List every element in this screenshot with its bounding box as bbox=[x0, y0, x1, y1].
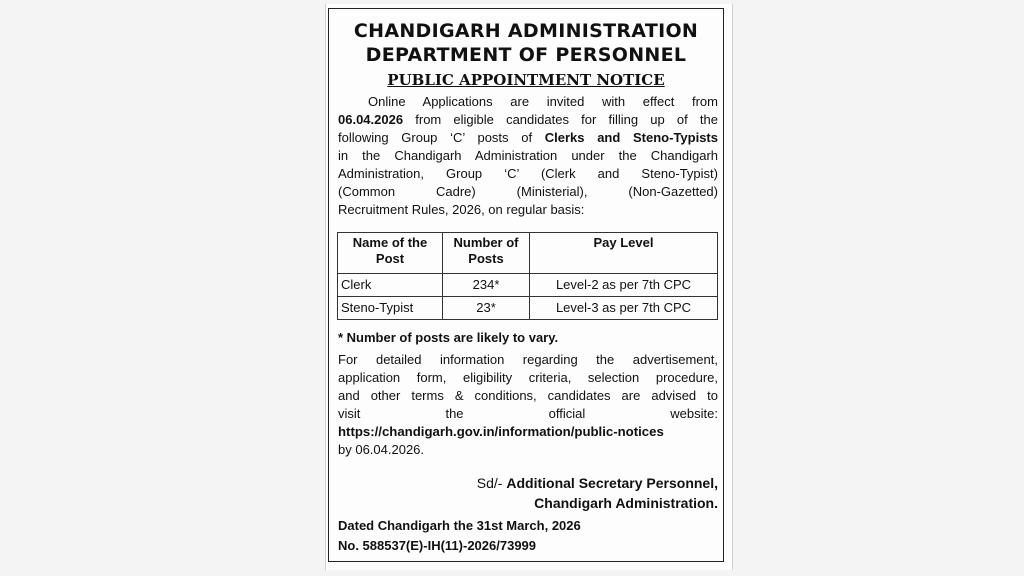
details-line-4: visit the official website: bbox=[338, 406, 718, 421]
table-row bbox=[338, 297, 718, 320]
header-pay-level: Pay Level bbox=[530, 233, 718, 274]
intro-line-5: Administration, Group ‘C’ (Clerk and Steno-Typist) bbox=[338, 166, 718, 181]
dated-line: Dated Chandigarh the 31st March, 2026 bbox=[338, 518, 581, 533]
intro-line-6: (Common Cadre) (Ministerial), (Non-Gazetted) bbox=[338, 184, 718, 199]
intro-line-4: in the Chandigarh Administration under the Chandigarh bbox=[338, 148, 718, 163]
header-post-name: Name of the Post bbox=[338, 233, 443, 274]
intro-line-1: Online Applications are invited with effect from bbox=[368, 94, 718, 109]
signature-line-1: Sd/- Additional Secretary Personnel, bbox=[476, 475, 718, 491]
row-count: 234* bbox=[443, 274, 530, 297]
notice-number: No. 588537(E)-IH(11)-2026/73999 bbox=[338, 538, 537, 553]
header-dept: DEPARTMENT OF PERSONNEL bbox=[365, 44, 687, 66]
row-pay: Level-3 as per 7th CPC bbox=[530, 297, 718, 320]
row-post: Steno-Typist bbox=[338, 297, 443, 320]
header-post-count: Number of Posts bbox=[443, 233, 530, 274]
table-header-row bbox=[338, 233, 718, 274]
signature-line-2: Chandigarh Administration. bbox=[534, 495, 718, 511]
intro-line-7: Recruitment Rules, 2026, on regular basis: bbox=[338, 202, 585, 217]
table-row bbox=[338, 274, 718, 297]
row-post: Clerk bbox=[338, 274, 443, 297]
posts-table bbox=[337, 232, 718, 320]
row-pay: Level-2 as per 7th CPC bbox=[530, 274, 718, 297]
header-org: CHANDIGARH ADMINISTRATION bbox=[353, 20, 699, 42]
official-website-link[interactable]: https://chandigarh.gov.in/information/public-notices bbox=[338, 424, 664, 439]
details-line-6: by 06.04.2026. bbox=[338, 442, 425, 457]
details-line-2: application form, eligibility criteria, selection procedure, bbox=[338, 370, 718, 385]
notice-title: PUBLIC APPOINTMENT NOTICE bbox=[387, 71, 665, 89]
intro-line-2: 06.04.2026 from eligible candidates for filling up of the bbox=[338, 112, 718, 127]
row-count: 23* bbox=[443, 297, 530, 320]
details-line-1: For detailed information regarding the advertisement, bbox=[338, 352, 718, 367]
intro-line-3: following Group ‘C’ posts of Clerks and Steno-Typists bbox=[338, 130, 718, 145]
footnote: * Number of posts are likely to vary. bbox=[338, 330, 559, 345]
details-line-3: and other terms & conditions, candidates are advised to bbox=[338, 388, 718, 403]
